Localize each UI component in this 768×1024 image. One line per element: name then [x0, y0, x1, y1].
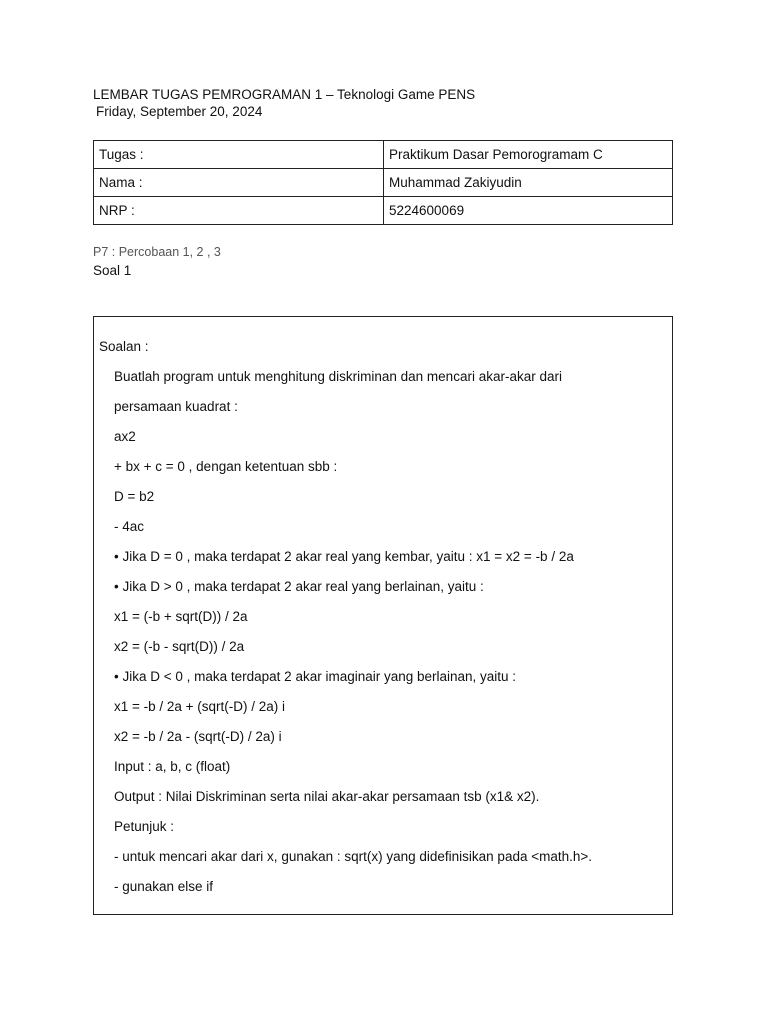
question-line: Buatlah program untuk menghitung diskriminan dan mencari akar-akar dari [114, 369, 562, 384]
question-heading: Soalan : [99, 339, 149, 354]
question-line: Output : Nilai Diskriminan serta nilai akar-akar persamaan tsb (x1& x2). [114, 789, 540, 804]
question-line: - untuk mencari akar dari x, gunakan : sqrt(x) yang didefinisikan pada <math.h>. [114, 849, 593, 864]
question-line: persamaan kuadrat : [114, 399, 238, 414]
question-line: • Jika D < 0 , maka terdapat 2 akar imaginair yang berlainan, yaitu : [114, 669, 517, 684]
info-label-nama: Nama : [94, 169, 384, 197]
question-box [93, 316, 673, 915]
percobaan-label: P7 : Percobaan 1, 2 , 3 [93, 245, 221, 259]
info-value-tugas: Praktikum Dasar Pemorogramam C [384, 141, 673, 169]
question-line: x1 = -b / 2a + (sqrt(-D) / 2a) i [114, 699, 286, 714]
question-line: + bx + c = 0 , dengan ketentuan sbb : [114, 459, 338, 474]
question-line: x1 = (-b + sqrt(D)) / 2a [114, 609, 248, 624]
question-line: x2 = -b / 2a - (sqrt(-D) / 2a) i [114, 729, 282, 744]
question-line: D = b2 [114, 489, 155, 504]
question-line: Petunjuk : [114, 819, 175, 834]
document-date: Friday, September 20, 2024 [96, 104, 263, 119]
question-line: Input : a, b, c (float) [114, 759, 231, 774]
question-line: - gunakan else if [114, 879, 214, 894]
info-label-tugas: Tugas : [94, 141, 384, 169]
soal-title: Soal 1 [93, 263, 132, 278]
document-title: LEMBAR TUGAS PEMROGRAMAN 1 – Teknologi Game PENS [93, 87, 476, 102]
table-row [94, 169, 673, 197]
question-line: x2 = (-b - sqrt(D)) / 2a [114, 639, 245, 654]
question-line: - 4ac [114, 519, 145, 534]
info-value-nama: Muhammad Zakiyudin [384, 169, 673, 197]
table-row [94, 141, 673, 169]
info-label-nrp: NRP : [94, 197, 384, 225]
question-line: • Jika D = 0 , maka terdapat 2 akar real yang kembar, yaitu : x1 = x2 = -b / 2a [114, 549, 574, 564]
info-value-nrp: 5224600069 [384, 197, 673, 225]
question-line: ax2 [114, 429, 136, 444]
table-row [94, 197, 673, 225]
question-line: • Jika D > 0 , maka terdapat 2 akar real yang berlainan, yaitu : [114, 579, 484, 594]
info-table [93, 140, 673, 225]
